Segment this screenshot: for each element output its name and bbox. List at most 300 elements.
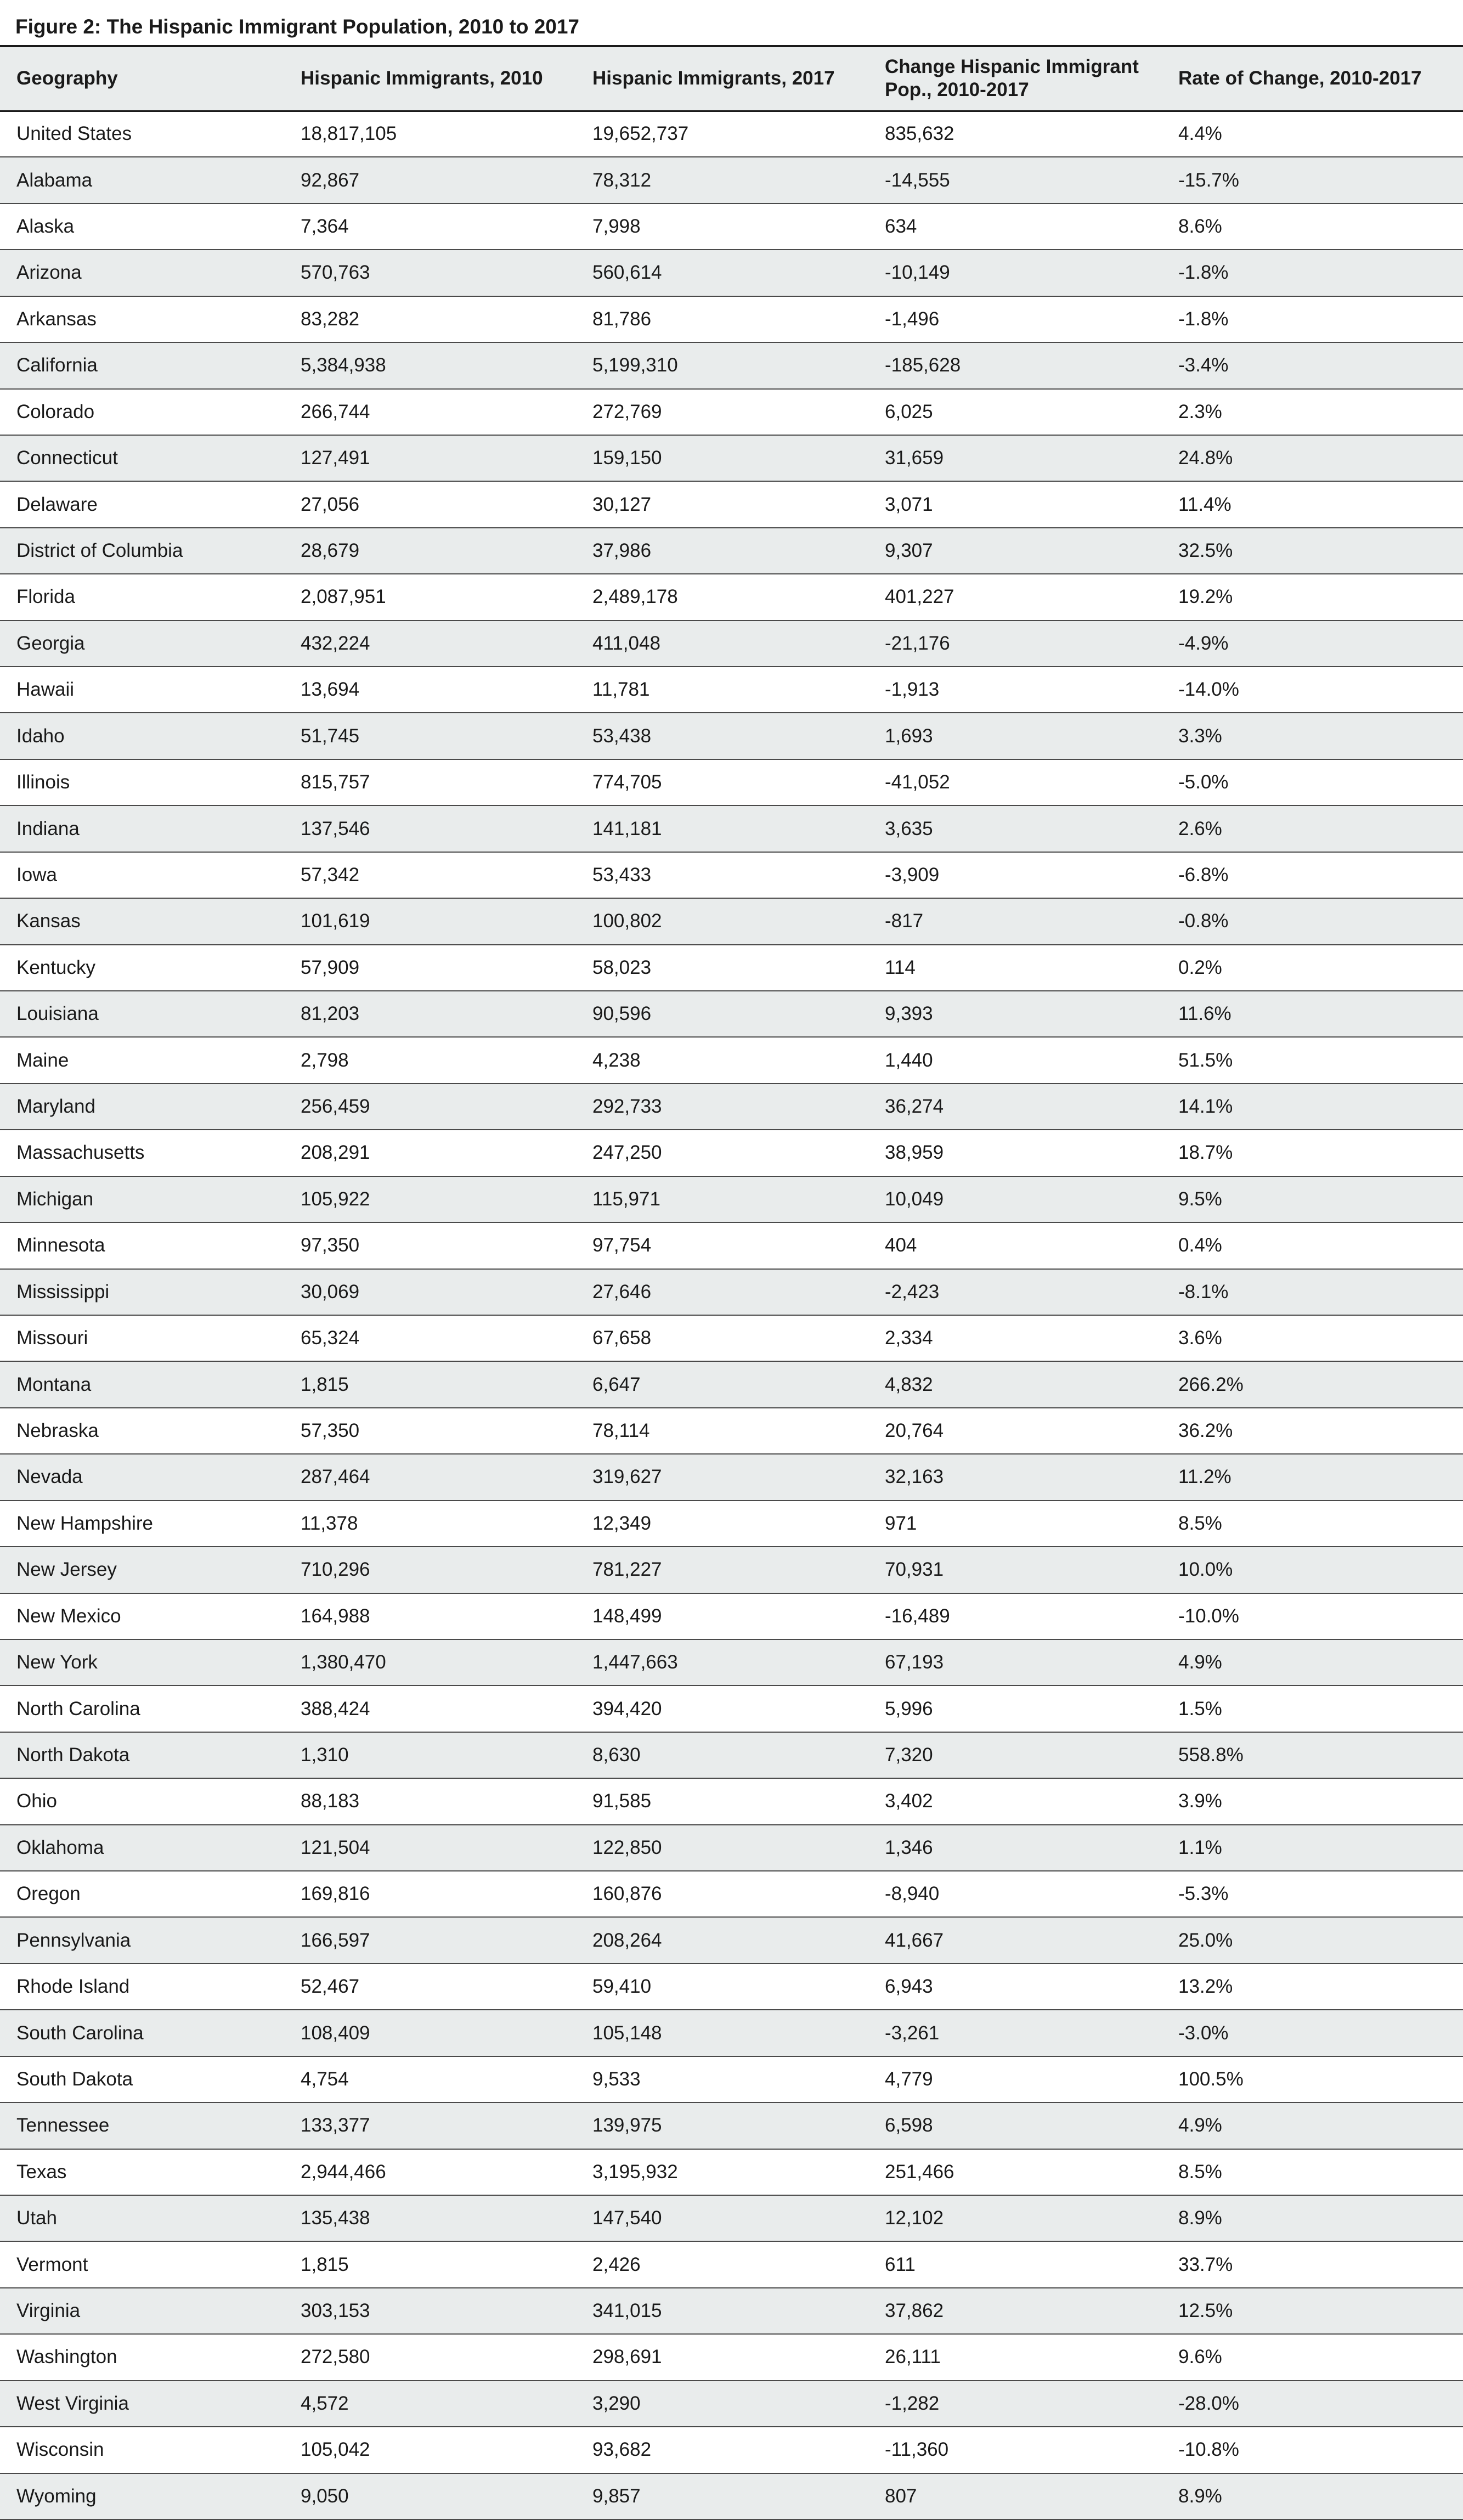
cell-geography: United States — [0, 111, 284, 157]
cell-geography: Oregon — [0, 1871, 284, 1917]
table-row — [0, 2149, 1463, 2195]
table-row — [0, 1685, 1463, 1732]
cell-immigrants-2010: 2,944,466 — [284, 2149, 576, 2195]
cell-immigrants-2017: 105,148 — [576, 2010, 868, 2056]
cell-immigrants-2017: 147,540 — [576, 2195, 868, 2241]
table-row — [0, 713, 1463, 759]
cell-change: 4,779 — [868, 2056, 1162, 2102]
header-row — [0, 47, 1463, 111]
table-row — [0, 2010, 1463, 2056]
cell-rate-of-change: 11.2% — [1162, 1454, 1463, 1500]
cell-rate-of-change: 2.3% — [1162, 389, 1463, 435]
cell-immigrants-2017: 208,264 — [576, 1917, 868, 1963]
table-row — [0, 1964, 1463, 2010]
cell-geography: Illinois — [0, 759, 284, 805]
cell-change: 835,632 — [868, 111, 1162, 157]
cell-immigrants-2010: 266,744 — [284, 389, 576, 435]
table-body — [0, 111, 1463, 2519]
cell-rate-of-change: 266.2% — [1162, 1361, 1463, 1407]
table-row — [0, 2056, 1463, 2102]
table-row — [0, 204, 1463, 250]
table-row — [0, 1176, 1463, 1222]
cell-immigrants-2010: 164,988 — [284, 1593, 576, 1639]
cell-geography: California — [0, 342, 284, 388]
cell-rate-of-change: 18.7% — [1162, 1130, 1463, 1176]
cell-immigrants-2010: 27,056 — [284, 481, 576, 527]
cell-immigrants-2010: 570,763 — [284, 250, 576, 296]
cell-rate-of-change: 0.4% — [1162, 1222, 1463, 1269]
cell-immigrants-2010: 9,050 — [284, 2473, 576, 2519]
cell-rate-of-change: 11.6% — [1162, 991, 1463, 1037]
cell-immigrants-2010: 5,384,938 — [284, 342, 576, 388]
cell-rate-of-change: 4.9% — [1162, 1639, 1463, 1685]
table-row — [0, 1917, 1463, 1963]
cell-immigrants-2010: 30,069 — [284, 1269, 576, 1315]
cell-geography: Wisconsin — [0, 2427, 284, 2473]
cell-immigrants-2017: 319,627 — [576, 1454, 868, 1500]
cell-immigrants-2010: 108,409 — [284, 2010, 576, 2056]
cell-rate-of-change: 8.9% — [1162, 2195, 1463, 2241]
cell-geography: Kansas — [0, 898, 284, 944]
cell-rate-of-change: 19.2% — [1162, 574, 1463, 620]
cell-immigrants-2017: 9,533 — [576, 2056, 868, 2102]
cell-rate-of-change: 51.5% — [1162, 1037, 1463, 1083]
cell-rate-of-change: 9.5% — [1162, 1176, 1463, 1222]
table-row — [0, 1222, 1463, 1269]
cell-change: 7,320 — [868, 1732, 1162, 1778]
cell-rate-of-change: -6.8% — [1162, 852, 1463, 898]
cell-immigrants-2017: 8,630 — [576, 1732, 868, 1778]
table-row — [0, 1408, 1463, 1454]
table-row — [0, 2241, 1463, 2287]
table-row — [0, 1269, 1463, 1315]
cell-geography: North Dakota — [0, 1732, 284, 1778]
cell-change: 6,598 — [868, 2102, 1162, 2149]
cell-geography: Iowa — [0, 852, 284, 898]
cell-geography: District of Columbia — [0, 528, 284, 574]
table-row — [0, 621, 1463, 667]
cell-immigrants-2017: 2,426 — [576, 2241, 868, 2287]
cell-geography: Minnesota — [0, 1222, 284, 1269]
cell-geography: Texas — [0, 2149, 284, 2195]
cell-immigrants-2010: 92,867 — [284, 157, 576, 203]
cell-geography: Nevada — [0, 1454, 284, 1500]
cell-rate-of-change: 3.3% — [1162, 713, 1463, 759]
cell-rate-of-change: 8.6% — [1162, 204, 1463, 250]
cell-geography: Maryland — [0, 1084, 284, 1130]
cell-change: 404 — [868, 1222, 1162, 1269]
cell-change: 67,193 — [868, 1639, 1162, 1685]
cell-immigrants-2017: 774,705 — [576, 759, 868, 805]
cell-rate-of-change: -5.0% — [1162, 759, 1463, 805]
cell-change: -1,282 — [868, 2381, 1162, 2427]
cell-immigrants-2010: 7,364 — [284, 204, 576, 250]
cell-immigrants-2017: 53,433 — [576, 852, 868, 898]
header-immigrants-2017: Hispanic Immigrants, 2017 — [576, 47, 868, 111]
table-row — [0, 157, 1463, 203]
cell-geography: Louisiana — [0, 991, 284, 1037]
cell-geography: Pennsylvania — [0, 1917, 284, 1963]
cell-change: -2,423 — [868, 1269, 1162, 1315]
cell-immigrants-2010: 272,580 — [284, 2334, 576, 2380]
cell-geography: Hawaii — [0, 667, 284, 713]
cell-rate-of-change: 0.2% — [1162, 945, 1463, 991]
cell-change: 6,025 — [868, 389, 1162, 435]
table-row — [0, 1454, 1463, 1500]
cell-immigrants-2010: 127,491 — [284, 435, 576, 481]
cell-immigrants-2010: 97,350 — [284, 1222, 576, 1269]
cell-change: 26,111 — [868, 2334, 1162, 2380]
cell-geography: Virginia — [0, 2288, 284, 2334]
cell-immigrants-2010: 13,694 — [284, 667, 576, 713]
cell-rate-of-change: -1.8% — [1162, 296, 1463, 342]
cell-rate-of-change: 8.5% — [1162, 2149, 1463, 2195]
table-row — [0, 852, 1463, 898]
table-row — [0, 1130, 1463, 1176]
cell-change: 6,943 — [868, 1964, 1162, 2010]
table-row — [0, 481, 1463, 527]
table-row — [0, 111, 1463, 157]
cell-immigrants-2017: 141,181 — [576, 805, 868, 852]
data-table — [0, 47, 1463, 2520]
cell-geography: Indiana — [0, 805, 284, 852]
cell-immigrants-2017: 53,438 — [576, 713, 868, 759]
cell-immigrants-2017: 81,786 — [576, 296, 868, 342]
cell-change: 31,659 — [868, 435, 1162, 481]
header-immigrants-2010: Hispanic Immigrants, 2010 — [284, 47, 576, 111]
cell-geography: Arkansas — [0, 296, 284, 342]
cell-immigrants-2017: 341,015 — [576, 2288, 868, 2334]
table-header — [0, 47, 1463, 111]
cell-immigrants-2010: 710,296 — [284, 1547, 576, 1593]
cell-change: -16,489 — [868, 1593, 1162, 1639]
cell-immigrants-2017: 90,596 — [576, 991, 868, 1037]
cell-change: 20,764 — [868, 1408, 1162, 1454]
cell-geography: New Mexico — [0, 1593, 284, 1639]
cell-change: -817 — [868, 898, 1162, 944]
cell-change: -3,261 — [868, 2010, 1162, 2056]
cell-immigrants-2010: 2,087,951 — [284, 574, 576, 620]
cell-change: -1,913 — [868, 667, 1162, 713]
cell-geography: Tennessee — [0, 2102, 284, 2149]
table-row — [0, 667, 1463, 713]
cell-geography: Idaho — [0, 713, 284, 759]
cell-rate-of-change: -10.8% — [1162, 2427, 1463, 2473]
table-row — [0, 2195, 1463, 2241]
cell-change: -11,360 — [868, 2427, 1162, 2473]
cell-rate-of-change: -14.0% — [1162, 667, 1463, 713]
cell-immigrants-2017: 3,195,932 — [576, 2149, 868, 2195]
cell-immigrants-2017: 292,733 — [576, 1084, 868, 1130]
cell-geography: Arizona — [0, 250, 284, 296]
cell-immigrants-2017: 59,410 — [576, 1964, 868, 2010]
cell-rate-of-change: 24.8% — [1162, 435, 1463, 481]
cell-change: 9,393 — [868, 991, 1162, 1037]
cell-immigrants-2017: 30,127 — [576, 481, 868, 527]
cell-immigrants-2017: 27,646 — [576, 1269, 868, 1315]
header-rate-of-change: Rate of Change, 2010-2017 — [1162, 47, 1463, 111]
table-row — [0, 1593, 1463, 1639]
cell-rate-of-change: 33.7% — [1162, 2241, 1463, 2287]
cell-immigrants-2017: 78,312 — [576, 157, 868, 203]
table-row — [0, 991, 1463, 1037]
cell-geography: Vermont — [0, 2241, 284, 2287]
cell-immigrants-2010: 166,597 — [284, 1917, 576, 1963]
cell-immigrants-2010: 65,324 — [284, 1315, 576, 1361]
cell-change: 1,346 — [868, 1825, 1162, 1871]
cell-immigrants-2010: 18,817,105 — [284, 111, 576, 157]
cell-change: 611 — [868, 2241, 1162, 2287]
table-row — [0, 805, 1463, 852]
cell-geography: Washington — [0, 2334, 284, 2380]
cell-geography: Wyoming — [0, 2473, 284, 2519]
cell-geography: Alabama — [0, 157, 284, 203]
cell-immigrants-2010: 169,816 — [284, 1871, 576, 1917]
cell-immigrants-2010: 57,909 — [284, 945, 576, 991]
cell-immigrants-2017: 4,238 — [576, 1037, 868, 1083]
table-row — [0, 1825, 1463, 1871]
cell-change: 3,402 — [868, 1778, 1162, 1824]
cell-rate-of-change: 1.1% — [1162, 1825, 1463, 1871]
cell-rate-of-change: -3.4% — [1162, 342, 1463, 388]
cell-geography: Delaware — [0, 481, 284, 527]
table-row — [0, 2427, 1463, 2473]
table-row — [0, 2102, 1463, 2149]
cell-rate-of-change: 1.5% — [1162, 1685, 1463, 1732]
cell-geography: South Carolina — [0, 2010, 284, 2056]
cell-change: 36,274 — [868, 1084, 1162, 1130]
cell-immigrants-2010: 4,754 — [284, 2056, 576, 2102]
cell-change: 38,959 — [868, 1130, 1162, 1176]
table-row — [0, 759, 1463, 805]
table-row — [0, 2381, 1463, 2427]
cell-geography: Utah — [0, 2195, 284, 2241]
cell-immigrants-2010: 133,377 — [284, 2102, 576, 2149]
cell-rate-of-change: 12.5% — [1162, 2288, 1463, 2334]
cell-immigrants-2017: 6,647 — [576, 1361, 868, 1407]
cell-rate-of-change: -3.0% — [1162, 2010, 1463, 2056]
cell-change: 1,693 — [868, 713, 1162, 759]
cell-change: 3,071 — [868, 481, 1162, 527]
cell-change: -10,149 — [868, 250, 1162, 296]
header-change: Change Hispanic Immigrant Pop., 2010-2017 — [868, 47, 1162, 111]
cell-immigrants-2010: 57,350 — [284, 1408, 576, 1454]
cell-immigrants-2010: 388,424 — [284, 1685, 576, 1732]
table-row — [0, 296, 1463, 342]
cell-immigrants-2010: 57,342 — [284, 852, 576, 898]
table-row — [0, 574, 1463, 620]
cell-immigrants-2017: 100,802 — [576, 898, 868, 944]
table-row — [0, 528, 1463, 574]
cell-immigrants-2010: 105,042 — [284, 2427, 576, 2473]
cell-change: 114 — [868, 945, 1162, 991]
cell-geography: Nebraska — [0, 1408, 284, 1454]
cell-rate-of-change: 100.5% — [1162, 2056, 1463, 2102]
cell-change: 41,667 — [868, 1917, 1162, 1963]
cell-immigrants-2010: 52,467 — [284, 1964, 576, 2010]
table-row — [0, 1547, 1463, 1593]
cell-rate-of-change: -15.7% — [1162, 157, 1463, 203]
cell-immigrants-2017: 37,986 — [576, 528, 868, 574]
figure-title: Figure 2: The Hispanic Immigrant Population, 2010 to 2017 — [15, 15, 580, 38]
table-row — [0, 2334, 1463, 2380]
cell-rate-of-change: 9.6% — [1162, 2334, 1463, 2380]
cell-change: 70,931 — [868, 1547, 1162, 1593]
cell-change: 12,102 — [868, 2195, 1162, 2241]
cell-immigrants-2017: 122,850 — [576, 1825, 868, 1871]
cell-immigrants-2017: 93,682 — [576, 2427, 868, 2473]
cell-immigrants-2010: 11,378 — [284, 1501, 576, 1547]
cell-rate-of-change: 10.0% — [1162, 1547, 1463, 1593]
cell-change: -21,176 — [868, 621, 1162, 667]
cell-immigrants-2017: 139,975 — [576, 2102, 868, 2149]
table-row — [0, 389, 1463, 435]
table-row — [0, 945, 1463, 991]
cell-immigrants-2010: 81,203 — [284, 991, 576, 1037]
table-row — [0, 2288, 1463, 2334]
cell-geography: North Carolina — [0, 1685, 284, 1732]
cell-change: 1,440 — [868, 1037, 1162, 1083]
cell-change: -1,496 — [868, 296, 1162, 342]
cell-immigrants-2017: 11,781 — [576, 667, 868, 713]
cell-geography: Colorado — [0, 389, 284, 435]
table-row — [0, 1037, 1463, 1083]
table-row — [0, 898, 1463, 944]
cell-rate-of-change: -1.8% — [1162, 250, 1463, 296]
cell-change: 3,635 — [868, 805, 1162, 852]
cell-geography: Florida — [0, 574, 284, 620]
cell-immigrants-2010: 28,679 — [284, 528, 576, 574]
cell-immigrants-2010: 432,224 — [284, 621, 576, 667]
cell-geography: Mississippi — [0, 1269, 284, 1315]
cell-rate-of-change: -10.0% — [1162, 1593, 1463, 1639]
table-row — [0, 1871, 1463, 1917]
table-row — [0, 1315, 1463, 1361]
cell-immigrants-2017: 78,114 — [576, 1408, 868, 1454]
cell-immigrants-2017: 7,998 — [576, 204, 868, 250]
cell-rate-of-change: 25.0% — [1162, 1917, 1463, 1963]
cell-immigrants-2017: 160,876 — [576, 1871, 868, 1917]
cell-geography: Montana — [0, 1361, 284, 1407]
cell-immigrants-2017: 97,754 — [576, 1222, 868, 1269]
cell-change: -8,940 — [868, 1871, 1162, 1917]
cell-immigrants-2010: 1,815 — [284, 2241, 576, 2287]
cell-change: 634 — [868, 204, 1162, 250]
cell-rate-of-change: 3.6% — [1162, 1315, 1463, 1361]
cell-immigrants-2010: 815,757 — [284, 759, 576, 805]
table-row — [0, 2473, 1463, 2519]
table-row — [0, 250, 1463, 296]
cell-immigrants-2017: 148,499 — [576, 1593, 868, 1639]
table-row — [0, 435, 1463, 481]
cell-geography: Oklahoma — [0, 1825, 284, 1871]
cell-change: 4,832 — [868, 1361, 1162, 1407]
cell-rate-of-change: 11.4% — [1162, 481, 1463, 527]
cell-rate-of-change: -8.1% — [1162, 1269, 1463, 1315]
cell-rate-of-change: 4.4% — [1162, 111, 1463, 157]
cell-change: -41,052 — [868, 759, 1162, 805]
cell-rate-of-change: 14.1% — [1162, 1084, 1463, 1130]
cell-geography: Georgia — [0, 621, 284, 667]
cell-change: 5,996 — [868, 1685, 1162, 1732]
cell-immigrants-2017: 9,857 — [576, 2473, 868, 2519]
cell-geography: Missouri — [0, 1315, 284, 1361]
table-row — [0, 1639, 1463, 1685]
cell-change: 401,227 — [868, 574, 1162, 620]
cell-rate-of-change: 32.5% — [1162, 528, 1463, 574]
cell-immigrants-2010: 4,572 — [284, 2381, 576, 2427]
cell-immigrants-2010: 287,464 — [284, 1454, 576, 1500]
cell-immigrants-2017: 2,489,178 — [576, 574, 868, 620]
cell-immigrants-2017: 781,227 — [576, 1547, 868, 1593]
cell-rate-of-change: -0.8% — [1162, 898, 1463, 944]
cell-rate-of-change: 4.9% — [1162, 2102, 1463, 2149]
cell-immigrants-2010: 208,291 — [284, 1130, 576, 1176]
cell-immigrants-2010: 303,153 — [284, 2288, 576, 2334]
cell-immigrants-2017: 115,971 — [576, 1176, 868, 1222]
cell-immigrants-2010: 137,546 — [284, 805, 576, 852]
cell-immigrants-2017: 91,585 — [576, 1778, 868, 1824]
cell-geography: New Hampshire — [0, 1501, 284, 1547]
cell-immigrants-2017: 394,420 — [576, 1685, 868, 1732]
cell-immigrants-2010: 1,310 — [284, 1732, 576, 1778]
cell-rate-of-change: 558.8% — [1162, 1732, 1463, 1778]
cell-geography: Michigan — [0, 1176, 284, 1222]
cell-immigrants-2010: 101,619 — [284, 898, 576, 944]
cell-immigrants-2017: 12,349 — [576, 1501, 868, 1547]
cell-immigrants-2010: 88,183 — [284, 1778, 576, 1824]
cell-change: -14,555 — [868, 157, 1162, 203]
cell-immigrants-2010: 51,745 — [284, 713, 576, 759]
cell-change: 10,049 — [868, 1176, 1162, 1222]
cell-immigrants-2017: 411,048 — [576, 621, 868, 667]
cell-rate-of-change: 13.2% — [1162, 1964, 1463, 2010]
cell-geography: Ohio — [0, 1778, 284, 1824]
cell-immigrants-2010: 2,798 — [284, 1037, 576, 1083]
table-row — [0, 1361, 1463, 1407]
cell-immigrants-2017: 247,250 — [576, 1130, 868, 1176]
cell-immigrants-2010: 1,380,470 — [284, 1639, 576, 1685]
cell-immigrants-2017: 298,691 — [576, 2334, 868, 2380]
cell-change: 971 — [868, 1501, 1162, 1547]
table-row — [0, 342, 1463, 388]
cell-immigrants-2017: 5,199,310 — [576, 342, 868, 388]
table-row — [0, 1778, 1463, 1824]
cell-immigrants-2017: 58,023 — [576, 945, 868, 991]
cell-immigrants-2017: 67,658 — [576, 1315, 868, 1361]
cell-rate-of-change: 3.9% — [1162, 1778, 1463, 1824]
cell-immigrants-2010: 256,459 — [284, 1084, 576, 1130]
cell-geography: Rhode Island — [0, 1964, 284, 2010]
table-row — [0, 1084, 1463, 1130]
header-geography: Geography — [0, 47, 284, 111]
cell-immigrants-2017: 272,769 — [576, 389, 868, 435]
cell-immigrants-2010: 121,504 — [284, 1825, 576, 1871]
cell-change: 251,466 — [868, 2149, 1162, 2195]
cell-immigrants-2010: 135,438 — [284, 2195, 576, 2241]
cell-rate-of-change: 8.9% — [1162, 2473, 1463, 2519]
cell-change: -185,628 — [868, 342, 1162, 388]
cell-immigrants-2017: 159,150 — [576, 435, 868, 481]
cell-geography: South Dakota — [0, 2056, 284, 2102]
cell-rate-of-change: -28.0% — [1162, 2381, 1463, 2427]
cell-geography: West Virginia — [0, 2381, 284, 2427]
cell-rate-of-change: -4.9% — [1162, 621, 1463, 667]
cell-immigrants-2017: 3,290 — [576, 2381, 868, 2427]
cell-change: 9,307 — [868, 528, 1162, 574]
cell-change: 32,163 — [868, 1454, 1162, 1500]
cell-rate-of-change: 36.2% — [1162, 1408, 1463, 1454]
